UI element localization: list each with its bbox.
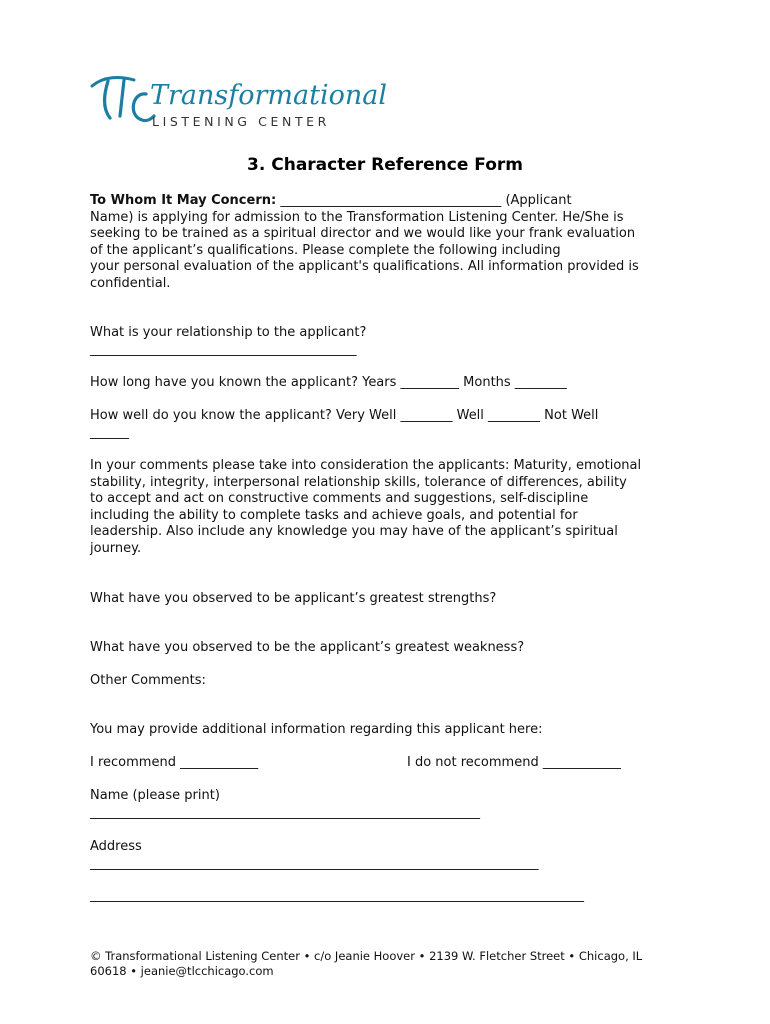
comments-instructions xyxy=(90,458,690,557)
comments-line: including the ability to complete tasks and achieve goals, and potential for xyxy=(90,507,578,523)
relationship-label: What is your relationship to the applicant? xyxy=(90,325,367,340)
weakness-label: What have you observed to be the applicant’s greatest weakness? xyxy=(90,640,525,655)
recommend-field[interactable]: I recommend ____________ xyxy=(90,755,259,770)
comments-line: stability, integrity, interpersonal relationship skills, tolerance of differences, ability xyxy=(90,474,627,490)
strengths-question xyxy=(90,591,690,608)
applicant-name-blank[interactable]: __________________________________ (Applicant xyxy=(276,193,572,208)
how-well-line[interactable]: How well do you know the applicant? Very Well ________ Well ________ Not Well xyxy=(90,408,599,423)
not-well-blank[interactable]: ______ xyxy=(90,424,129,440)
relationship-blank[interactable]: _________________________________________ xyxy=(90,341,357,357)
form-title: 3. Character Reference Form xyxy=(247,155,523,175)
footer-line: 60618 • jeanie@tlcchicago.com xyxy=(90,963,274,978)
name-field xyxy=(90,788,690,821)
address-blank-2[interactable]: ____________________________________________________________________________ xyxy=(90,888,584,903)
footer-line: © Transformational Listening Center • c/o Jeanie Hoover • 2139 W. Fletcher Street • Chicago, IL xyxy=(90,949,643,963)
recommend-row xyxy=(90,755,690,772)
additional-info xyxy=(90,722,690,739)
intro-line: of the applicant’s qualifications. Please complete the following including xyxy=(90,242,561,258)
not-recommend-field[interactable]: I do not recommend ____________ xyxy=(407,755,621,770)
logo-subtitle: LISTENING CENTER xyxy=(152,114,330,129)
intro-line: confidential. xyxy=(90,275,171,291)
weakness-question xyxy=(90,640,690,657)
relationship-question xyxy=(90,325,690,358)
how-long-line[interactable]: How long have you known the applicant? Years _________ Months ________ xyxy=(90,375,567,390)
logo-wordmark: Transformational xyxy=(150,80,387,111)
comments-line: journey. xyxy=(90,540,142,556)
name-blank[interactable]: ____________________________________________________________ xyxy=(90,804,480,820)
strengths-label: What have you observed to be applicant’s greatest strengths? xyxy=(90,591,497,606)
additional-info-label: You may provide additional information regarding this applicant here: xyxy=(90,722,543,737)
name-label: Name (please print) xyxy=(90,788,220,803)
address-field xyxy=(90,839,690,905)
footer xyxy=(90,949,670,978)
address-label: Address xyxy=(90,839,142,854)
intro-line: Name) is applying for admission to the Transformation Listening Center. He/She is xyxy=(90,209,624,225)
how-long-question xyxy=(90,375,690,392)
intro-line: seeking to be trained as a spiritual director and we would like your frank evaluation xyxy=(90,226,636,241)
tlc-logo xyxy=(90,72,387,132)
comments-line: to accept and act on constructive comments and suggestions, self-discipline xyxy=(90,491,589,506)
how-well-question xyxy=(90,408,690,441)
comments-line: In your comments please take into consideration the applicants: Maturity, emotional xyxy=(90,458,642,473)
other-comments xyxy=(90,673,690,690)
other-comments-label: Other Comments: xyxy=(90,673,206,688)
salutation: To Whom It May Concern: xyxy=(90,193,277,208)
comments-line: leadership. Also include any knowledge you may have of the applicant’s spiritual xyxy=(90,524,618,539)
intro-line: your personal evaluation of the applicant's qualifications. All information provided is xyxy=(90,259,639,274)
intro-paragraph xyxy=(90,193,690,292)
address-blank-1[interactable]: _____________________________________________________________________ xyxy=(90,855,539,871)
